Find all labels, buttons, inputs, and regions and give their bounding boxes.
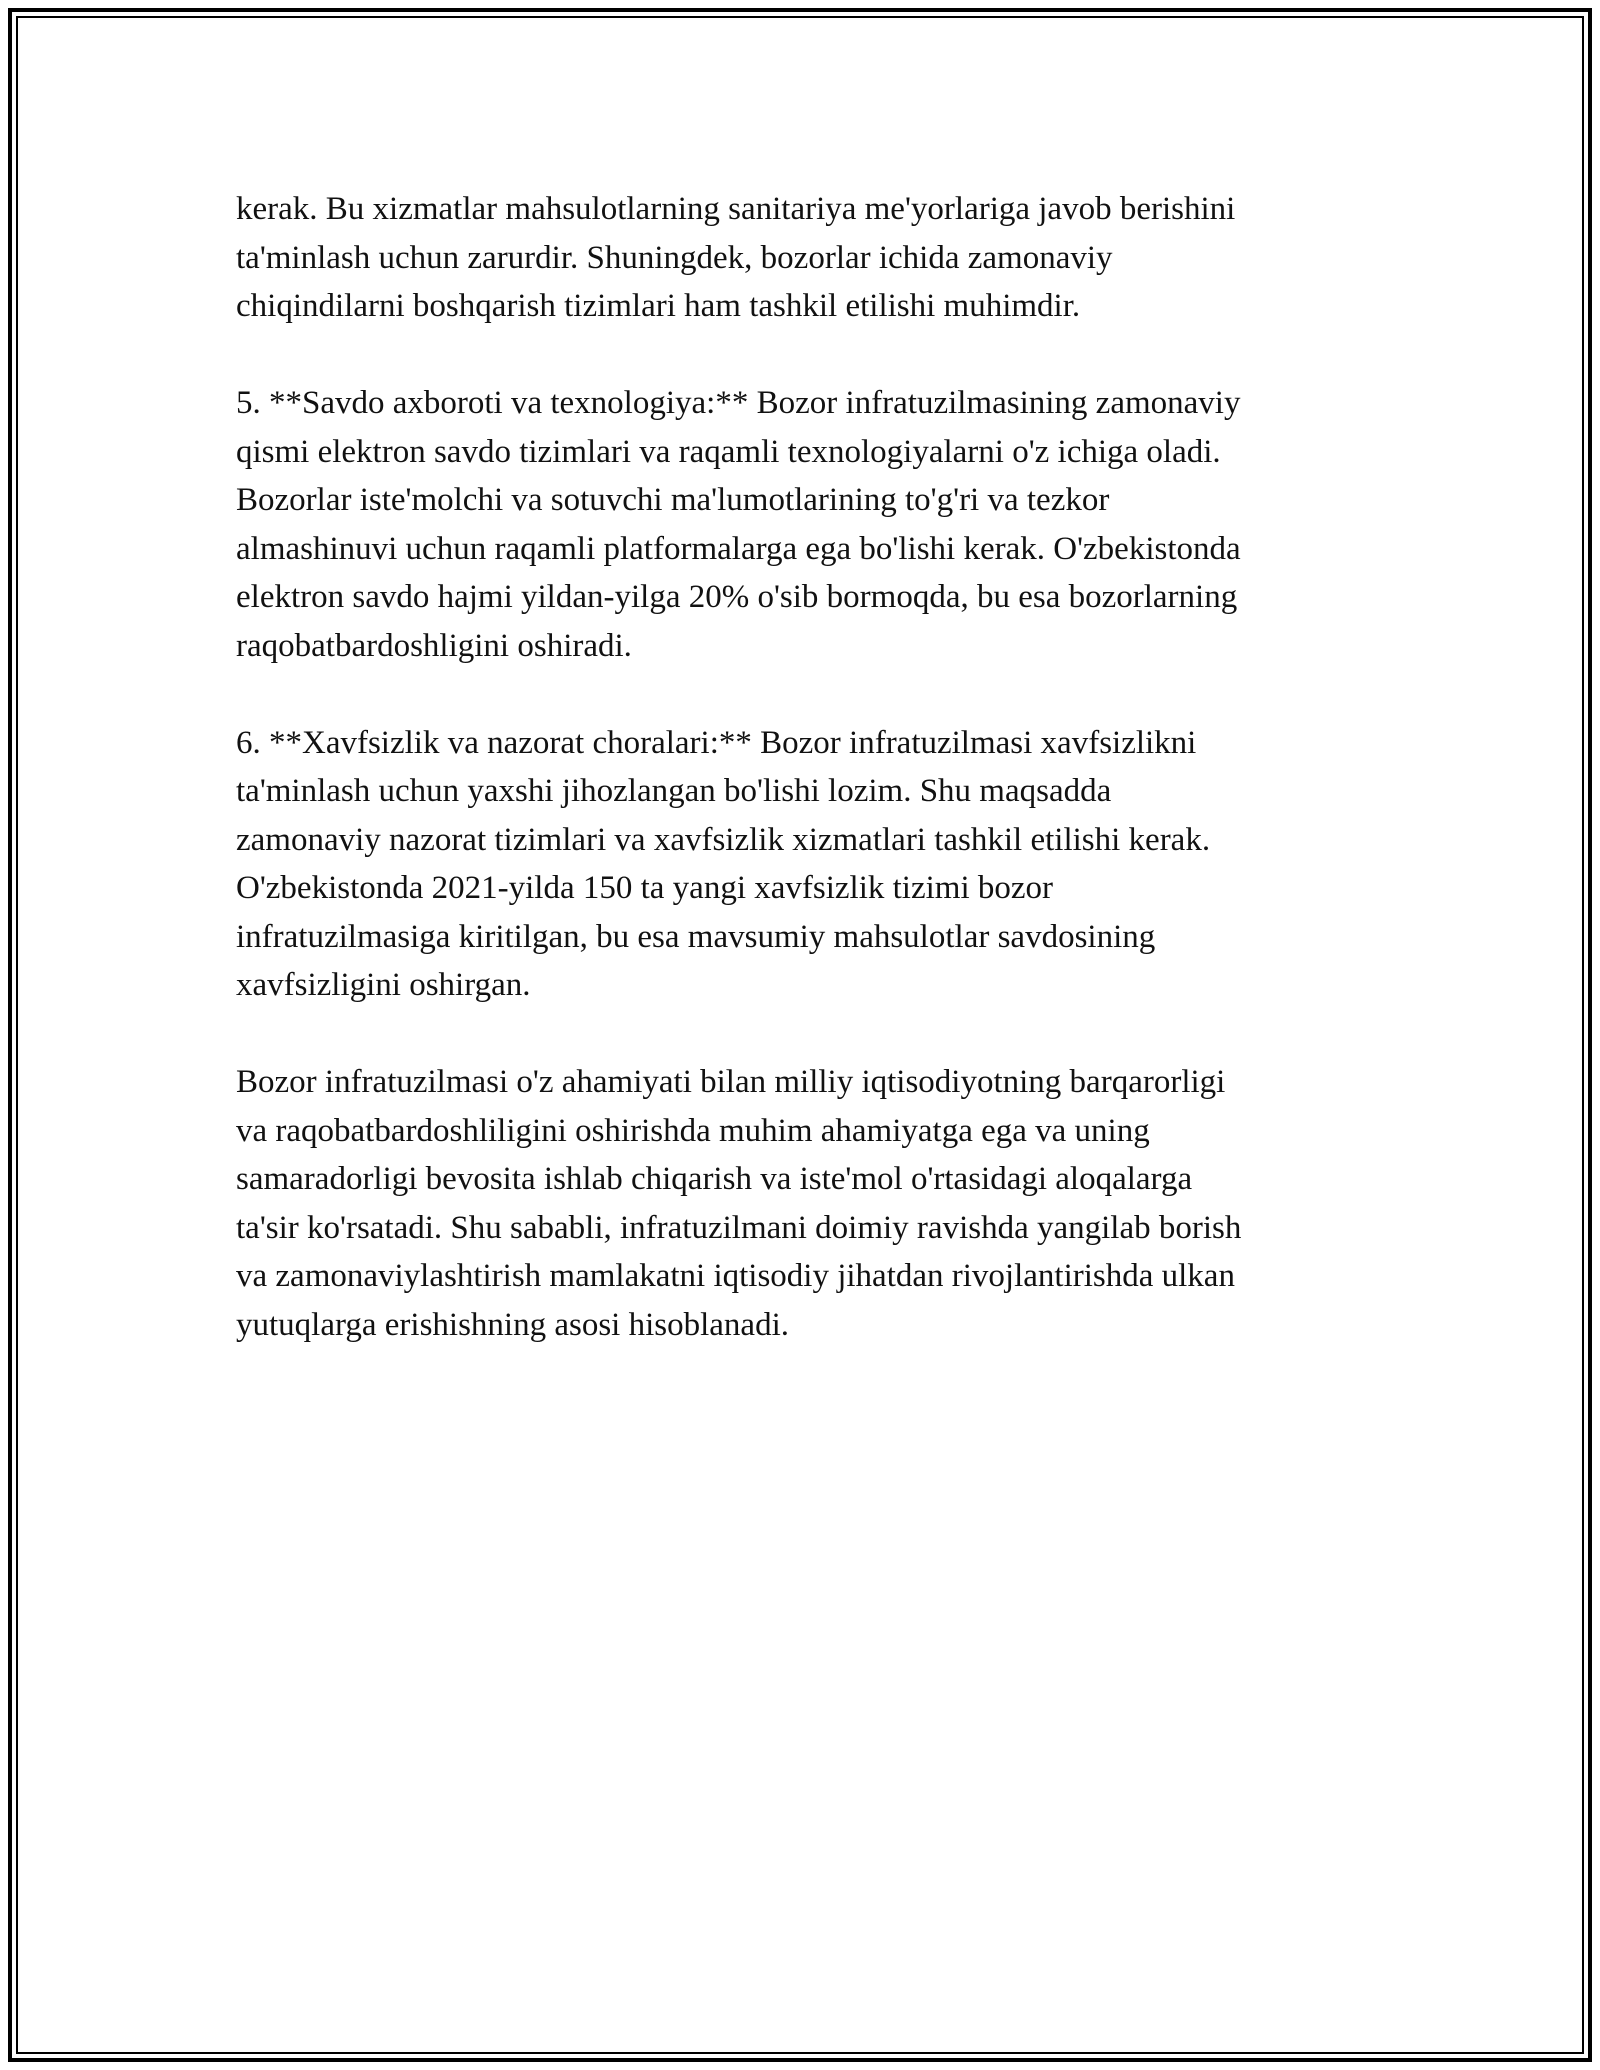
paragraph-item-5-trade-information: 5. **Savdo axboroti va texnologiya:** Bozor infratuzilmasining zamonaviy qismi elektron savdo tizimlari va raqamli texnologiyalarni o'z ichiga oladi. Bozorlar iste'molchi va sotuvchi ma'lumotlarining to'g'ri va tezkor almashinuvi uchun raqamli platformalarga ega bo'lishi kerak. O'zbekistonda elektron savdo hajmi yildan-yilga 20% o'sib bormoqda, bu esa bozorlarning raqobatbardoshligini oshiradi.: [236, 385, 1241, 664]
paragraph-item-6-security-control: 6. **Xavfsizlik va nazorat choralari:** Bozor infratuzilmasi xavfsizlikni ta'minlash uchun yaxshi jihozlangan bo'lishi lozim. Shu maqsadda zamonaviy nazorat tizimlari va xavfsizlik xizmatlari tashkil etilishi kerak. O'zbekistonda 2021-yilda 150 ta yangi xavfsizlik tizimi bozor infratuzilmasiga kiritilgan, bu esa mavsumiy mahsulotlar savdosining xavfsizligini oshirgan.: [236, 724, 1211, 1003]
paragraph-continuation: kerak. Bu xizmatlar mahsulotlarning sanitariya me'yorlariga javob berishini ta'minlash uchun zarurdir. Shuningdek, bozorlar ichida zamonaviy chiqindilarni boshqarish tizimlari ham tashkil etilishi muhimdir.: [236, 191, 1236, 324]
paragraph-conclusion: Bozor infratuzilmasi o'z ahamiyati bilan milliy iqtisodiyotning barqarorligi va raqobatbardoshliligini oshirishda muhim ahamiyatga ega va uning samaradorligi bevosita ishlab chiqarish va iste'mol o'rtasidagi aloqalarga ta'sir ko'rsatadi. Shu sababli, infratuzilmani doimiy ravishda yangilab borish va zamonaviylashtirish mamlakatni iqtisodiy jihatdan rivojlantirishda ulkan yutuqlarga erishishning asosi hisoblanadi.: [236, 1064, 1242, 1343]
document-body: [236, 185, 1366, 1398]
